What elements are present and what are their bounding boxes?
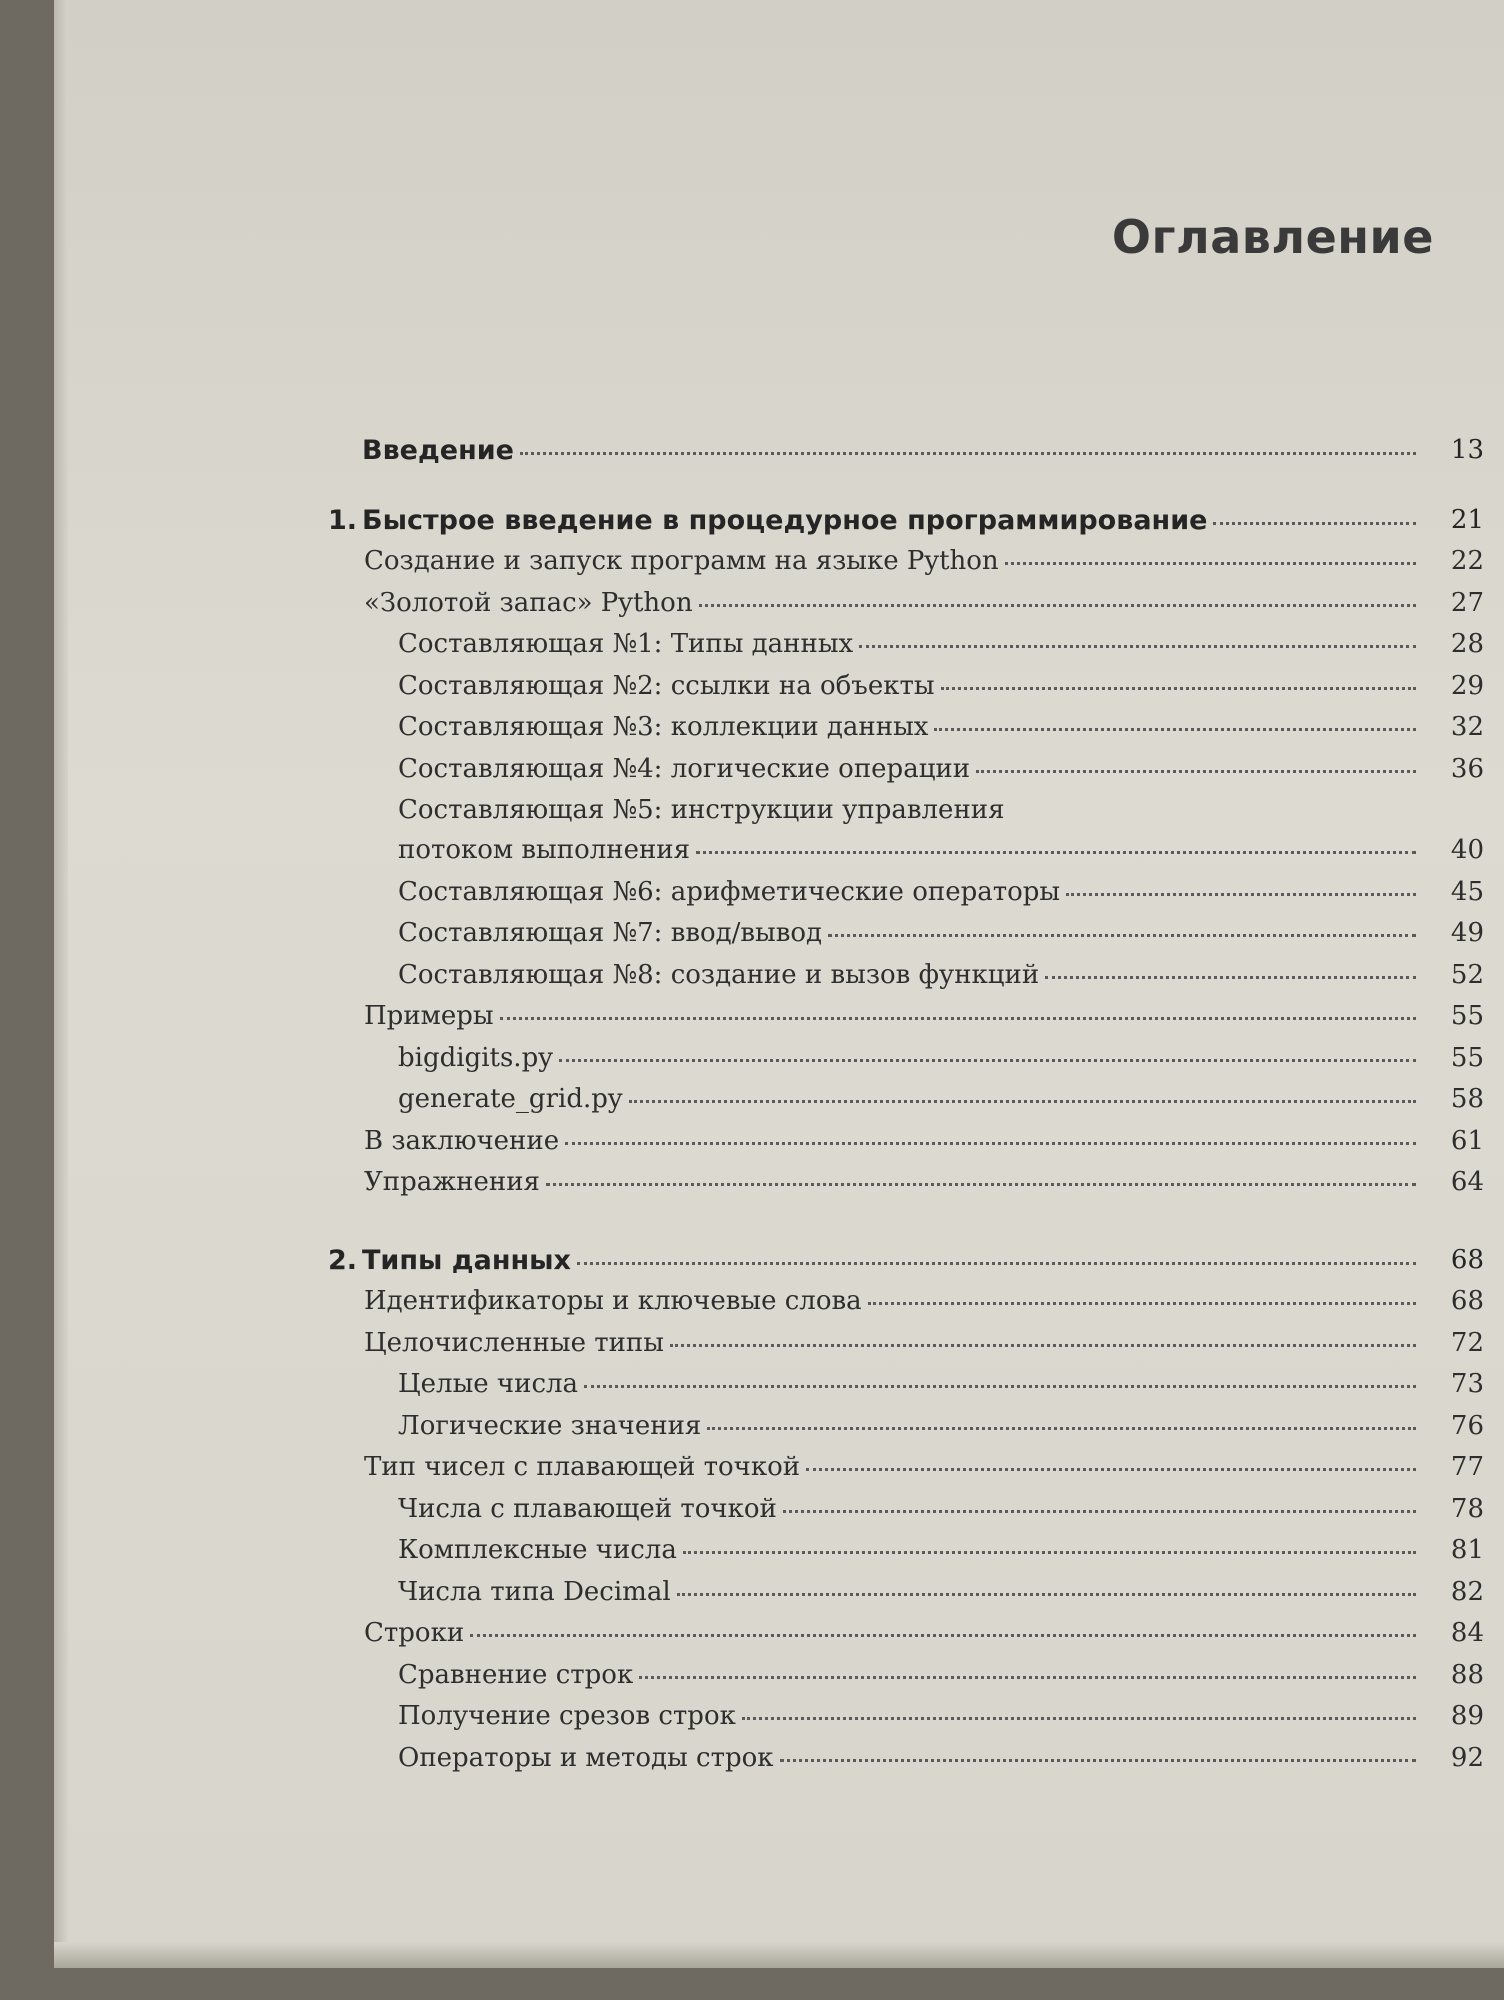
leader-dots — [546, 1175, 1416, 1186]
toc-entry-label: Составляющая №1: Типы данных — [398, 629, 854, 659]
toc-page-number: 68 — [1450, 1244, 1484, 1275]
toc-entry-label: bigdigits.py — [398, 1042, 553, 1073]
toc-page-number: 72 — [1450, 1327, 1484, 1358]
leader-dots — [976, 762, 1416, 773]
toc-entry[interactable] — [54, 1447, 1484, 1489]
toc-page-number: 76 — [1450, 1410, 1484, 1441]
toc-page-number: 45 — [1450, 876, 1484, 907]
toc-entry[interactable] — [54, 1738, 1484, 1780]
toc-entry[interactable] — [54, 1572, 1484, 1614]
leader-dots — [565, 1134, 1416, 1145]
toc-page-number: 52 — [1450, 959, 1484, 990]
toc-page-number: 89 — [1450, 1701, 1484, 1731]
toc-page-number: 27 — [1450, 587, 1484, 618]
toc-entry-label: Составляющая №8: создание и вызов функций — [398, 959, 1040, 990]
toc-entry-label: Строки — [364, 1618, 465, 1648]
leader-dots — [941, 679, 1416, 690]
toc-entry-label: Упражнения — [364, 1167, 540, 1197]
toc-entry-label: Целые числа — [398, 1369, 579, 1399]
toc-page-number: 13 — [1450, 435, 1484, 465]
toc-entry[interactable] — [54, 1121, 1484, 1163]
toc-entry-label: Введение — [362, 435, 514, 466]
leader-dots — [470, 1626, 1416, 1637]
chapter-number: 2. — [328, 1244, 358, 1276]
leader-dots — [577, 1254, 1416, 1265]
toc-entry-line2[interactable] — [54, 830, 1484, 872]
toc-page-number: 22 — [1450, 546, 1484, 576]
toc-page-number: 84 — [1450, 1618, 1484, 1648]
toc-page-number: 36 — [1450, 753, 1484, 784]
book-page — [54, 0, 1504, 1968]
toc-entry[interactable] — [54, 1038, 1484, 1080]
toc-entry[interactable] — [54, 996, 1484, 1038]
toc-entry-label-continued: потоком выполнения — [398, 835, 691, 865]
toc-entry-label: Числа с плавающей точкой — [398, 1493, 777, 1524]
leader-dots — [584, 1377, 1416, 1388]
toc-entry-label: В заключение — [364, 1125, 560, 1156]
leader-dots — [559, 1051, 1416, 1062]
leader-dots — [629, 1092, 1416, 1103]
leader-dots — [868, 1294, 1416, 1305]
toc-entry-label: Составляющая №2: ссылки на объекты — [398, 670, 935, 701]
leader-dots — [696, 843, 1416, 854]
toc-entry[interactable] — [54, 666, 1484, 708]
leader-dots — [828, 926, 1416, 937]
toc-entry-label: Составляющая №7: ввод/вывод — [398, 918, 823, 948]
toc-entry-label: Примеры — [364, 1001, 494, 1031]
toc-intro[interactable] — [54, 430, 1484, 472]
toc-entry[interactable] — [54, 1079, 1484, 1121]
toc-page-number: 29 — [1450, 670, 1484, 701]
toc-entry-label: Операторы и методы строк — [398, 1742, 774, 1773]
leader-dots — [1045, 968, 1416, 979]
leader-dots — [520, 444, 1416, 455]
toc-entry-label: Создание и запуск программ на языке Python — [364, 546, 999, 576]
toc-entry[interactable] — [54, 955, 1484, 997]
leader-dots — [699, 596, 1416, 607]
leader-dots — [707, 1419, 1416, 1430]
toc-page-number: 88 — [1450, 1659, 1484, 1690]
toc-page-number: 77 — [1450, 1452, 1484, 1482]
toc-entry[interactable] — [54, 749, 1484, 791]
toc-entry-label: Целочисленные типы — [364, 1327, 664, 1358]
toc-entry[interactable] — [54, 1530, 1484, 1572]
toc-entry[interactable] — [54, 541, 1484, 583]
toc-page-number: 92 — [1450, 1742, 1484, 1773]
toc-entry-label: Составляющая №5: инструкции управления — [398, 795, 1005, 825]
leader-dots — [639, 1668, 1416, 1679]
leader-dots — [780, 1751, 1416, 1762]
page-title: Оглавление — [1111, 210, 1434, 264]
toc-page-number: 40 — [1450, 835, 1484, 865]
toc-entry-line1[interactable] — [54, 790, 1484, 830]
toc-page-number: 55 — [1450, 1042, 1484, 1073]
toc-entry-label: Комплексные числа — [398, 1535, 677, 1565]
toc-page-number: 61 — [1450, 1125, 1484, 1156]
toc-entry-label: Числа типа Decimal — [398, 1576, 671, 1607]
toc-entry[interactable] — [54, 1489, 1484, 1531]
toc-entry-label: Быстрое введение в процедурное программирование — [362, 504, 1208, 536]
toc-entry-label: Логические значения — [398, 1410, 702, 1441]
leader-dots — [783, 1502, 1416, 1513]
toc-entry-label: Сравнение строк — [398, 1659, 634, 1690]
toc-entry[interactable] — [54, 583, 1484, 625]
toc-entry-label: Тип чисел с плавающей точкой — [364, 1452, 801, 1482]
toc-entry[interactable] — [54, 913, 1484, 955]
toc-entry-label: «Золотой запас» Python — [364, 587, 693, 618]
toc-chapter-1[interactable] — [54, 500, 1484, 542]
toc-entry-label: Составляющая №6: арифметические операторы — [398, 876, 1061, 907]
page-bottom-edge — [54, 1942, 1504, 1968]
toc-entry[interactable] — [54, 1613, 1484, 1655]
leader-dots — [859, 637, 1416, 648]
table-of-contents — [54, 430, 1484, 1779]
toc-entry[interactable] — [54, 1655, 1484, 1697]
leader-dots — [1066, 885, 1416, 896]
toc-entry-label: Идентификаторы и ключевые слова — [364, 1286, 862, 1316]
toc-entry-label: Получение срезов строк — [398, 1701, 736, 1731]
chapter-number: 1. — [328, 504, 358, 536]
toc-page-number: 64 — [1450, 1167, 1484, 1197]
leader-dots — [806, 1460, 1416, 1471]
leader-dots — [677, 1585, 1416, 1596]
toc-entry-label: generate_grid.py — [398, 1084, 623, 1114]
toc-entry[interactable] — [54, 707, 1484, 749]
toc-entry[interactable] — [54, 1323, 1484, 1365]
leader-dots — [1213, 514, 1416, 525]
leader-dots — [670, 1336, 1416, 1347]
toc-entry[interactable] — [54, 1162, 1484, 1204]
toc-page-number: 73 — [1450, 1369, 1484, 1399]
toc-chapter-2[interactable] — [54, 1240, 1484, 1282]
toc-entry-label: Составляющая №4: логические операции — [398, 753, 971, 784]
toc-entry[interactable] — [54, 1696, 1484, 1738]
toc-page-number: 49 — [1450, 918, 1484, 948]
toc-entry[interactable] — [54, 624, 1484, 666]
leader-dots — [500, 1009, 1416, 1020]
toc-page-number: 21 — [1450, 504, 1484, 535]
toc-page-number: 68 — [1450, 1286, 1484, 1316]
toc-page-number: 55 — [1450, 1001, 1484, 1031]
toc-page-number: 82 — [1450, 1576, 1484, 1607]
toc-entry-label: Типы данных — [362, 1244, 571, 1276]
leader-dots — [934, 720, 1416, 731]
leader-dots — [742, 1709, 1416, 1720]
toc-entry-label: Составляющая №3: коллекции данных — [398, 712, 929, 742]
toc-entry[interactable] — [54, 872, 1484, 914]
toc-entry[interactable] — [54, 1406, 1484, 1448]
leader-dots — [1005, 554, 1416, 565]
leader-dots — [683, 1543, 1416, 1554]
toc-entry[interactable] — [54, 1364, 1484, 1406]
toc-page-number: 81 — [1450, 1535, 1484, 1565]
toc-page-number: 78 — [1450, 1493, 1484, 1524]
toc-page-number: 28 — [1450, 629, 1484, 659]
toc-entry[interactable] — [54, 1281, 1484, 1323]
toc-page-number: 32 — [1450, 712, 1484, 742]
toc-page-number: 58 — [1450, 1084, 1484, 1114]
